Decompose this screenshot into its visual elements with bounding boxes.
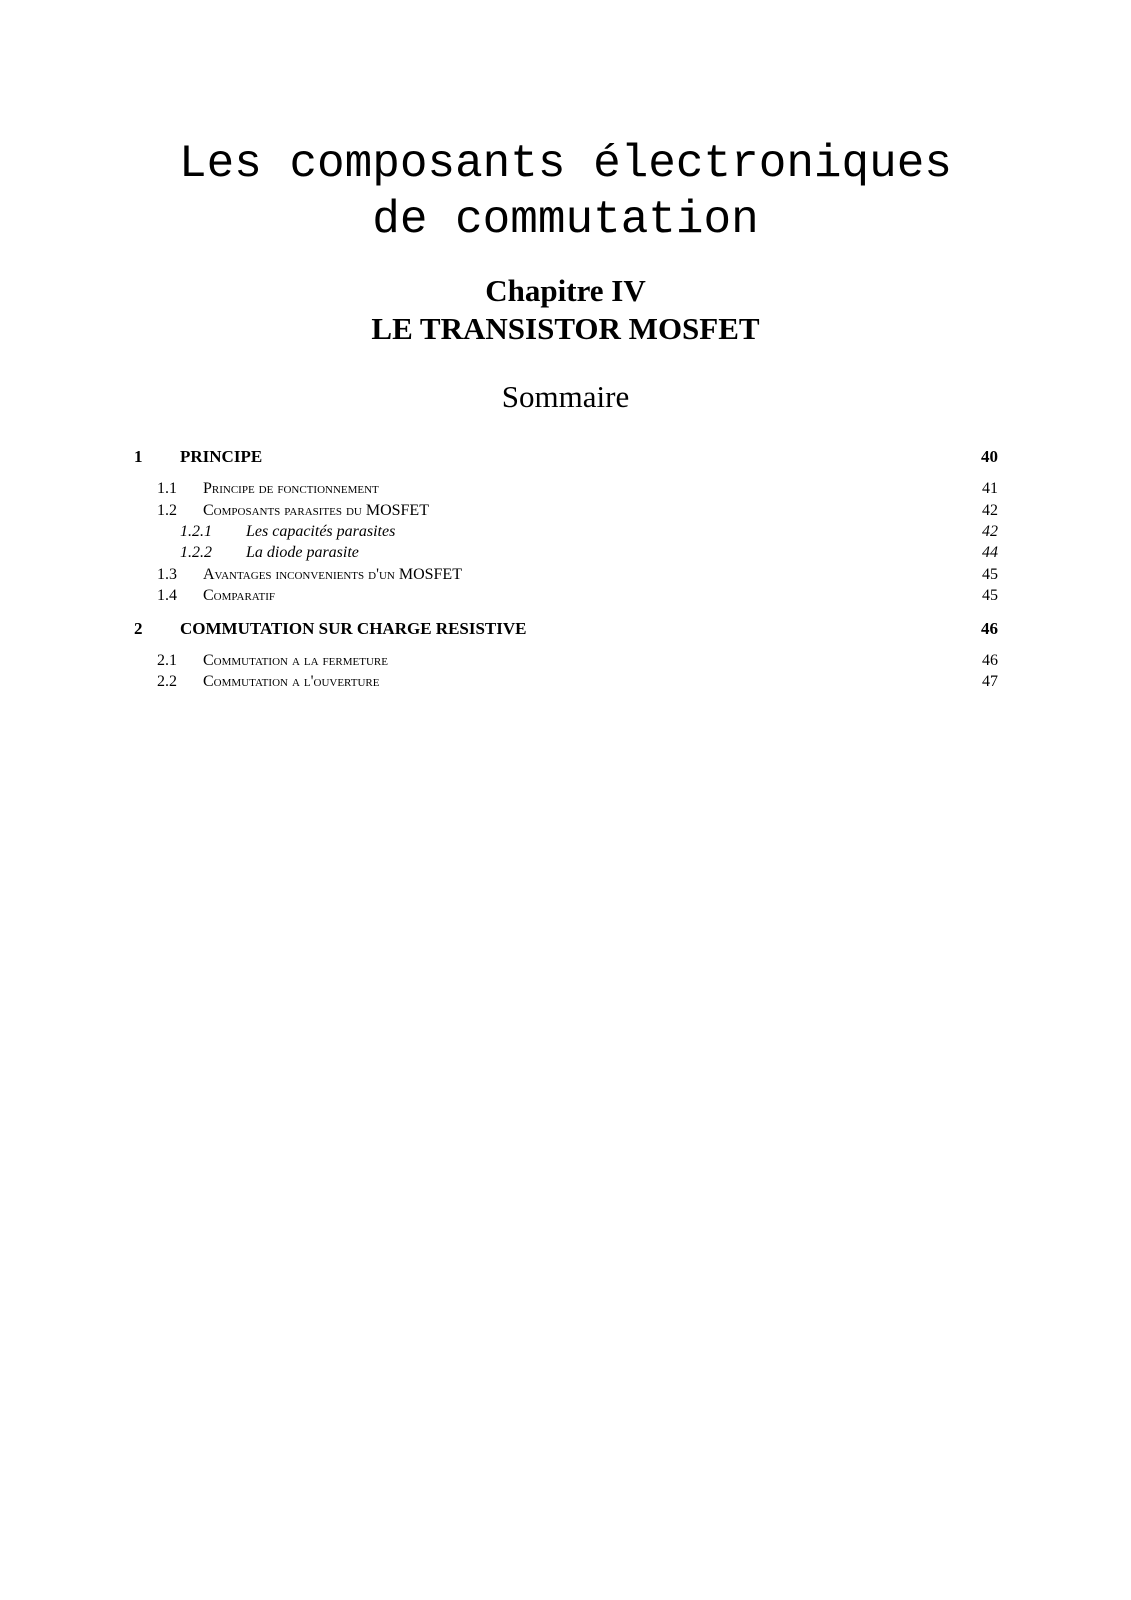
toc-entry-title: Principe de fonctionnement xyxy=(203,480,379,497)
toc-entry-number: 1.2.1 xyxy=(180,523,212,540)
toc-entry-page: 44 xyxy=(982,544,998,561)
toc-entry-title: La diode parasite xyxy=(246,544,359,561)
toc-entry-page: 45 xyxy=(982,587,998,604)
toc-entry-title: Comparatif xyxy=(203,587,276,604)
toc-entry[interactable] xyxy=(134,564,998,586)
toc-entry-title: Commutation a la fermeture xyxy=(203,652,388,669)
summary-heading: Sommaire xyxy=(501,379,630,414)
toc-entry-number: 2.1 xyxy=(157,652,177,669)
document-title-line-2: de commutation xyxy=(372,194,759,246)
toc-entry-page: 46 xyxy=(982,652,998,669)
toc-entry[interactable] xyxy=(134,542,998,564)
toc-entry[interactable] xyxy=(134,478,998,500)
toc-entry-page: 42 xyxy=(982,523,998,540)
toc-entry-number: 2.2 xyxy=(157,673,177,690)
toc-entry-number: 2 xyxy=(134,619,143,638)
toc-entry-title: COMMUTATION SUR CHARGE RESISTIVE xyxy=(180,619,527,638)
toc-entry-title: Composants parasites du MOSFET xyxy=(203,502,429,519)
toc-entry-page: 42 xyxy=(982,502,998,519)
toc-entry[interactable] xyxy=(134,585,998,607)
document-title xyxy=(0,136,1131,248)
toc-entry-title: Commutation a l'ouverture xyxy=(203,673,380,690)
chapter-heading xyxy=(0,272,1131,348)
toc-entry-number: 1.4 xyxy=(157,587,177,604)
chapter-label: Chapitre IV xyxy=(485,273,646,308)
toc-entry-page: 40 xyxy=(981,447,998,466)
toc-entry-page: 47 xyxy=(982,673,998,690)
toc-entry-number: 1.2 xyxy=(157,502,177,519)
toc-entry-title: Les capacités parasites xyxy=(246,523,396,540)
toc-entry-title: Avantages inconvenients d'un MOSFET xyxy=(203,566,462,583)
toc-entry-page: 41 xyxy=(982,480,998,497)
toc-entry-number: 1.2.2 xyxy=(180,544,212,561)
chapter-name: LE TRANSISTOR MOSFET xyxy=(371,311,760,346)
toc-entry[interactable] xyxy=(134,446,998,468)
toc-entry[interactable] xyxy=(134,618,998,640)
toc-entry-page: 45 xyxy=(982,566,998,583)
toc-entry-number: 1 xyxy=(134,447,143,466)
toc-entry[interactable] xyxy=(134,671,998,693)
toc-entry-page: 46 xyxy=(981,619,998,638)
toc-entry[interactable] xyxy=(134,650,998,672)
document-title-line-1: Les composants électroniques xyxy=(179,138,952,190)
toc-entry-title: PRINCIPE xyxy=(180,447,263,466)
toc-entry-number: 1.3 xyxy=(157,566,177,583)
toc-entry-number: 1.1 xyxy=(157,480,177,497)
toc-entry[interactable] xyxy=(134,521,998,543)
toc-entry[interactable] xyxy=(134,500,998,522)
